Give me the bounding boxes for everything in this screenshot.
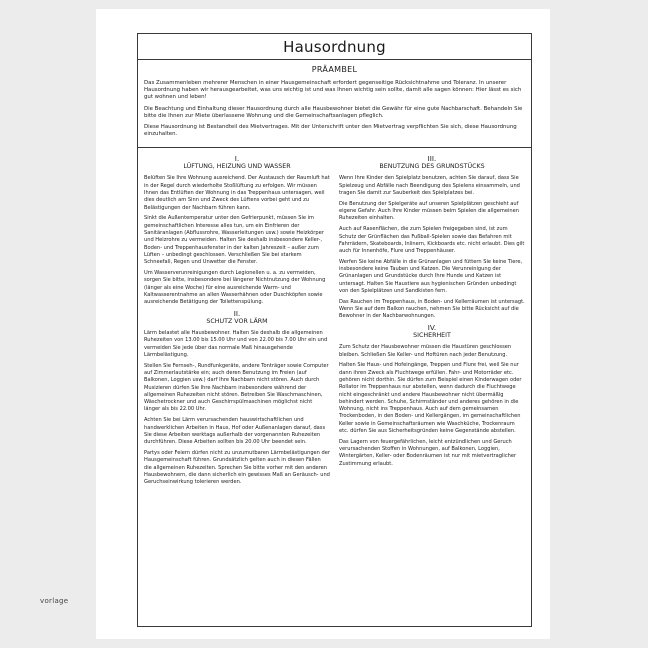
- section-paragraph: Die Benutzung der Spielgeräte auf unseren Spielplätzen geschieht auf eigene Gefahr. Auch Ihre Kinder müssen beim Spielen die allgemeinen Ruhezeiten einhalten.: [339, 200, 519, 222]
- section-paragraph: Zum Schutz der Hausbewohner müssen die Haustüren geschlossen bleiben. Schließen Sie Keller- und Hoftüren nach jeder Benutzung.: [339, 344, 512, 358]
- section-paragraph: Partys oder Feiern dürfen nicht zu unzumutbaren Lärmbelästigungen der Hausgemeinschaft führen. Grundsätzlich gelten auch in diesen Fällen die allgemeinen Ruhezeiten. Sprechen Sie bitte vorher mit den anderen Hausbewohnern, die dann sicherlich ein gewisses Maß an Geräusch- und Geruchseinwirkung tolerieren werden.: [144, 449, 330, 486]
- section-paragraph: Achten Sie bei Lärm verursachenden hauswirtschaftlichen und handwerklichen Arbeiten in Haus, Hof oder Außenanlagen darauf, dass Sie diese Arbeiten werktags außerhalb der vorgenannten Ruhezeiten durchführen. Diese Arbeiten sollten bis 20.00 Uhr beendet sein.: [144, 417, 326, 446]
- section-2: [144, 310, 330, 486]
- section-paragraph: Um Wasserverunreinigungen durch Legionellen u. a. zu vermeiden, sorgen Sie bitte, insbesondere bei längerer Nichtnutzung der Wohnung (länger als eine Woche) für eine ausreichende Warm- und Kaltwasserentnahme an allen Wasserhähnen oder Duschköpfen sowie ausreichende Betätigung der Toilettenspülung.: [144, 269, 326, 306]
- preamble-section: [138, 60, 531, 148]
- section-paragraph: Das Lagern von feuergefährlichen, leicht entzündlichen und Geruch verursachenden Stoffen in Wohnungen, auf Balkonen, Loggien, Wintergärten, Keller- oder Bodenräumen ist nur mit mietvertraglicher Zustimmung erlaubt.: [339, 438, 517, 467]
- section-paragraph: Sinkt die Außentemperatur unter den Gefrierpunkt, müssen Sie im gemeinschaftlichen Interesse alles tun, um ein Einfrieren der Sanitäranlagen (Abflussrohre, Wasserleitungen usw.) sowie Heizkörper und Heizrohre zu vermeiden. Halten Sie deshalb insbesondere Keller-, Boden- und Treppenhausfenster in der kalten Jahreszeit – außer zum Lüften – unbedingt geschlossen. Verschließen Sie bei starkem Schneefall, Regen und Unwetter die Fenster.: [144, 215, 324, 266]
- section-number: IV.: [427, 323, 437, 333]
- section-paragraph: Halten Sie Haus- und Hofeingänge, Treppen und Flure frei, weil Sie nur dann ihren Zweck als Fluchtwege erfüllen. Fahr- und Motorräder etc. gehören nicht dorthin. Sie dürfen zum Beispiel einen Kinderwagen oder Rollator im Treppenhaus nur abstellen, wenn dadurch die Fluchtwege nicht eingeschränkt und andere Hausbewohner nicht übermäßig behindert werden. Schuhe, Schirmständer und anderes gehören in die Wohnung, nicht ins Treppenhaus. Auch auf dem gemeinsamen Trockenboden, in den Boden- und Kellergängen, im gemeinschaftlichen Keller sowie in Gemeinschaftsräumen wie Waschküche, Trockenraum etc. dürfen Sie aus Sicherheitsgründen keine Gegenstände abstellen.: [339, 362, 522, 435]
- section-3: [339, 155, 525, 320]
- section-title: BENUTZUNG DES GRUNDSTÜCKS: [379, 163, 485, 171]
- section-paragraph: Das Rauchen im Treppenhaus, in Boden- und Kellerräumen ist untersagt. Wenn Sie auf dem Balkon rauchen, nehmen Sie bitte Rücksicht auf die Bewohner in der Nachbarwohnungen.: [339, 298, 525, 320]
- hausordnung-document: [137, 33, 532, 627]
- section-title: SICHERHEIT: [413, 332, 451, 340]
- section-paragraph: Werfen Sie keine Abfälle in die Grünanlagen und füttern Sie keine Tiere, insbesondere keine Tauben und Katzen. Die Verunreinigung der Grünanlagen und Grundstücke durch Ihre Hunde und Katzen ist untersagt. Halten Sie Haustiere aus hygienischen Gründen unbedingt von den Spielplätzen und Sandkisten fern.: [339, 258, 523, 295]
- section-paragraph: Wenn Ihre Kinder den Spielplatz benutzen, achten Sie darauf, dass Sie Spielzeug und Abfälle nach Beendigung des Spielens einsammeln, und tragen Sie damit zur Sauberkeit des Spielplatzes bei.: [339, 175, 520, 197]
- section-paragraph: Stellen Sie Fernseh-, Rundfunkgeräte, andere Tonträger sowie Computer auf Zimmerlautstärke ein; auch deren Benutzung im Freien (auf Balkonen, Loggien usw.) darf Ihre Nachbarn nicht stören. Auch durch Musizieren dürfen Sie Ihre Nachbarn insbesondere während der allgemeinen Ruhezeiten nicht stören. Betreiben Sie Waschmaschinen, Wäschetrockner und auch Geschirrspülmaschinen möglichst nicht länger als bis 22.00 Uhr.: [144, 362, 329, 413]
- preamble-title: PRÄAMBEL: [311, 65, 358, 74]
- section-number: III.: [427, 154, 437, 164]
- section-1: [144, 155, 330, 306]
- section-paragraph: Auch auf Rasenflächen, die zum Spielen freigegeben sind, ist zum Schutz der Grünflächen das Fußball-Spielen sowie das Befahren mit Fahrrädern, Skateboards, Inlinern, Kickboards etc. nicht erlaubt. Dies gilt auch für Innenhöfe, Flure und Treppenhäuser.: [339, 226, 525, 255]
- document-title: Hausordnung: [138, 34, 531, 60]
- section-4: [339, 324, 525, 468]
- section-number: II.: [233, 308, 241, 318]
- section-title: SCHUTZ VOR LÄRM: [206, 317, 268, 325]
- watermark-text: vorlage: [40, 597, 69, 605]
- left-column: [144, 154, 330, 489]
- sections-columns: [138, 148, 531, 489]
- preamble-paragraph: Die Beachtung und Einhaltung dieser Hausordnung durch alle Hausbewohner bietet die Gewähr für eine gute Nachbarschaft. Behandeln Sie bitte die Ihnen zur Miete überlassene Wohnung und die Gemeinschaftsanlagen pfleglich.: [144, 105, 523, 119]
- preamble-paragraph: Diese Hausordnung ist Bestandteil des Mietvertrages. Mit der Unterschrift unter den Mietvertrag verpflichten Sie sich, diese Hausordnung einzuhalten.: [144, 124, 517, 138]
- section-number: I.: [234, 154, 240, 164]
- section-paragraph: Belüften Sie Ihre Wohnung ausreichend. Der Austausch der Raumluft hat in der Regel durch wiederholte Stoßlüftung zu erfolgen. Wir müssen Ihnen das Entlüften der Wohnung in das Treppenhaus untersagen, weil dies deutlich am Sinn und Zweck des Lüftens vorbei geht und zu Belästigungen der Nachbarn führen kann.: [144, 175, 330, 211]
- preamble-paragraph: Das Zusammenleben mehrerer Menschen in einer Hausgemeinschaft erfordert gegenseitige Rücksichtnahme und Toleranz. In unserer Hausordnung haben wir herausgearbeitet, was uns wichtig ist und was Ihnen wichtig sein sollte, damit alle sagen können: Hier lässt es sich gut wohnen und leben!: [144, 80, 522, 101]
- section-paragraph: Lärm belastet alle Hausbewohner. Halten Sie deshalb die allgemeinen Ruhezeiten von 13.00 bis 15.00 Uhr und von 22.00 bis 7.00 Uhr ein und vermeiden Sie jede über das normale Maß hinausgehende Lärmbelästigung.: [144, 329, 328, 358]
- section-title: LÜFTUNG, HEIZUNG UND WASSER: [183, 163, 291, 171]
- right-column: [339, 154, 525, 489]
